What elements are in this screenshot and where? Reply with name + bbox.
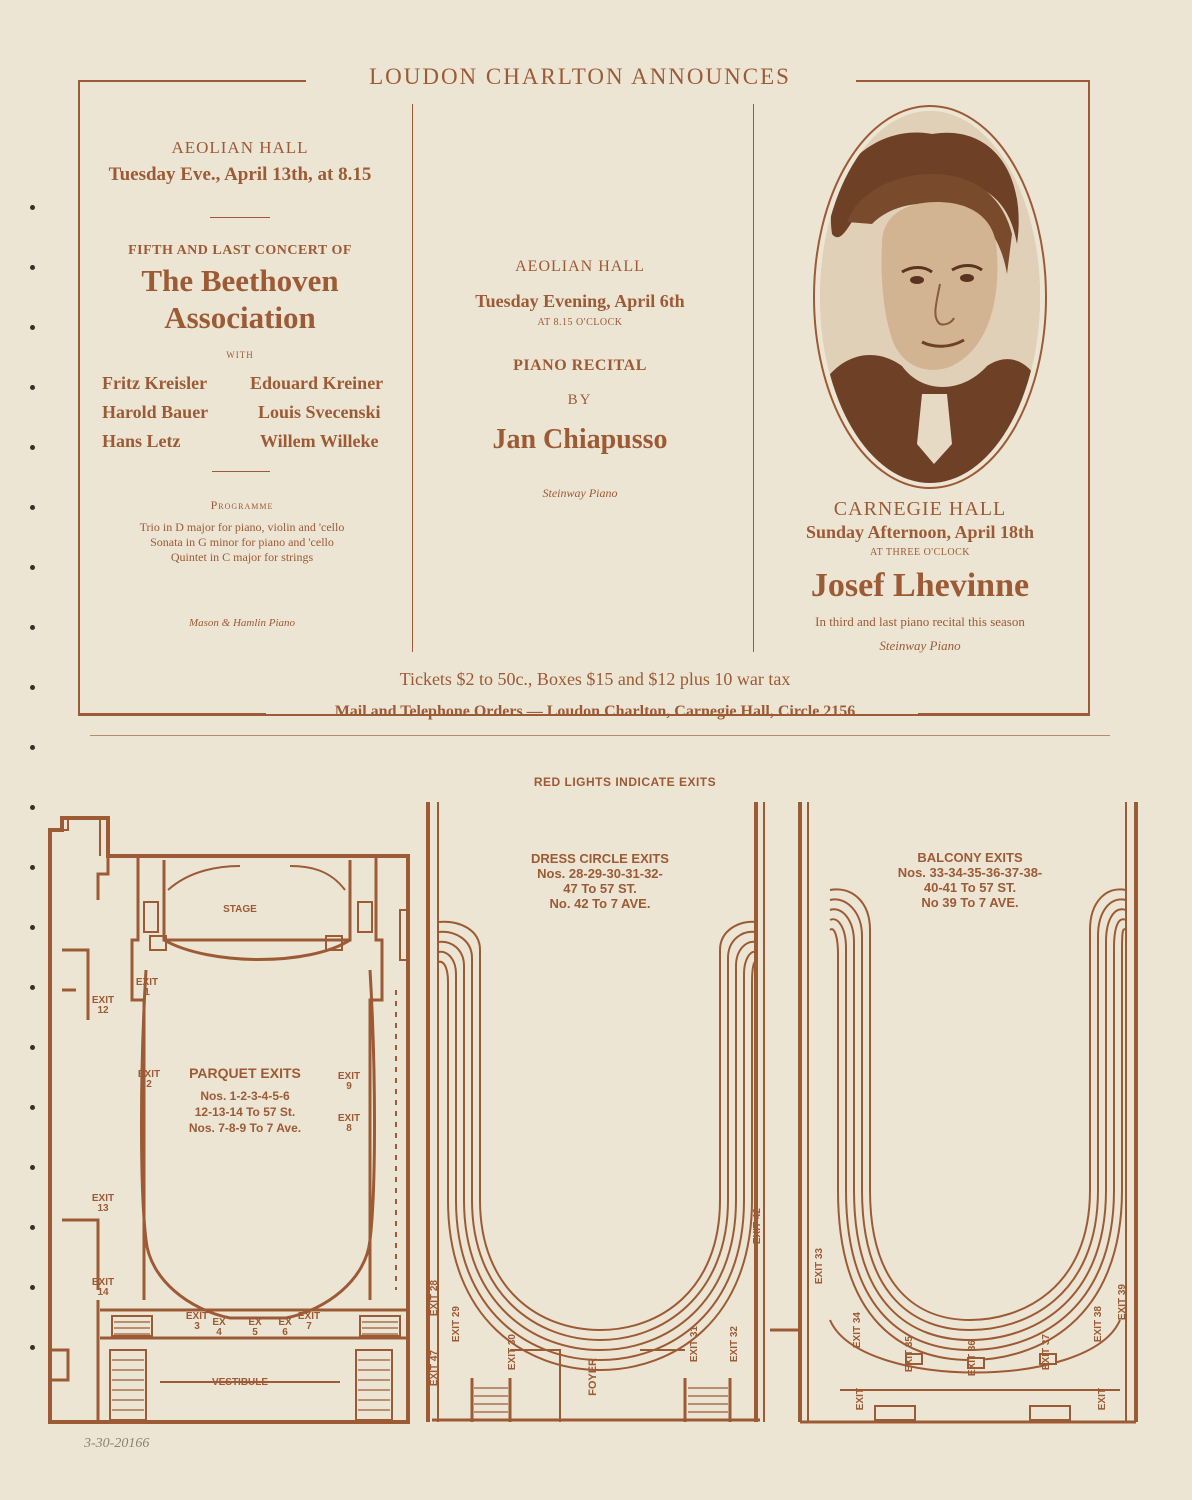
exits-heading: RED LIGHTS INDICATE EXITS xyxy=(533,775,717,789)
exit-38-label: EXIT 38 xyxy=(1093,1306,1104,1343)
left-rule-2 xyxy=(212,471,270,472)
exit-36-label: EXIT 36 xyxy=(967,1340,978,1377)
center-event: PIANO RECITAL xyxy=(513,357,647,374)
programme-label: Programme xyxy=(210,498,274,512)
exit-balcony-left-label: EXIT xyxy=(855,1388,866,1411)
header-rule-right xyxy=(856,80,1090,82)
center-time: AT 8.15 O'CLOCK xyxy=(537,317,623,328)
exit-13-label: EXIT 13 xyxy=(91,1193,115,1214)
exit-32-label: EXIT 32 xyxy=(729,1326,740,1363)
right-note: In third and last piano recital this season xyxy=(815,614,1025,629)
programme-item-3: Quintet in C major for strings xyxy=(170,550,314,564)
exit-12-label: EXIT 12 xyxy=(91,995,115,1016)
exit-1-label: EXIT 1 xyxy=(135,977,159,998)
left-venue: AEOLIAN HALL xyxy=(171,138,309,157)
orders-rule-right xyxy=(918,713,1090,715)
performer-2: Edouard Kreiner xyxy=(250,373,384,393)
left-rule-1 xyxy=(210,217,270,218)
exit-3-label: EXIT 3 xyxy=(185,1311,209,1332)
left-ensemble-line2: Association xyxy=(164,300,316,335)
exit-4-label: EX 4 xyxy=(212,1317,226,1338)
performer-3: Harold Bauer xyxy=(102,402,209,422)
performer-4: Louis Svecenski xyxy=(258,402,381,422)
left-with-label: WITH xyxy=(226,350,254,360)
exit-37-label: EXIT 37 xyxy=(1041,1334,1052,1371)
exit-9-label: EXIT 9 xyxy=(337,1071,361,1092)
vestibule-label: VESTIBULE xyxy=(211,1377,269,1388)
performer-5: Hans Letz xyxy=(102,431,181,451)
orders-line: Mail and Telephone Orders — Loudon Charlton, Carnegie Hall, Circle 2156 xyxy=(334,703,856,720)
dress-circle-line1: Nos. 28-29-30-31-32- xyxy=(537,866,663,881)
column-divider-right xyxy=(753,104,754,652)
parquet-title: PARQUET EXITS xyxy=(189,1065,301,1081)
exit-6-label: EX 6 xyxy=(278,1317,292,1338)
right-datetime: Sunday Afternoon, April 18th xyxy=(805,522,1035,542)
exit-39-label: EXIT 39 xyxy=(1117,1284,1128,1321)
header-title: LOUDON CHARLTON ANNOUNCES xyxy=(369,64,791,89)
programme-item-2: Sonata in G minor for piano and 'cello xyxy=(150,535,334,549)
right-piano: Steinway Piano xyxy=(879,638,961,653)
balcony-title: BALCONY EXITS xyxy=(917,850,1023,865)
right-time: AT THREE O'CLOCK xyxy=(870,547,970,558)
programme-item-1: Trio in D major for piano, violin and 'cello xyxy=(139,520,345,534)
exit-28-label: EXIT 28 xyxy=(429,1280,440,1317)
balcony-line3: No 39 To 7 AVE. xyxy=(921,895,1019,910)
exit-31-label: EXIT 31 xyxy=(689,1326,700,1363)
orders-rule-left xyxy=(78,713,266,715)
exit-34-label: EXIT 34 xyxy=(852,1312,863,1349)
exit-35-label: EXIT 35 xyxy=(904,1336,915,1373)
exit-2-label: EXIT 2 xyxy=(137,1069,161,1090)
left-piano: Mason & Hamlin Piano xyxy=(188,617,296,629)
dress-circle-line2: 47 To 57 ST. xyxy=(563,881,637,896)
center-piano: Steinway Piano xyxy=(542,486,618,500)
center-artist: Jan Chiapusso xyxy=(492,424,668,455)
exit-balcony-right-label: EXIT xyxy=(1097,1388,1108,1411)
portrait-image xyxy=(812,104,1048,490)
center-by: BY xyxy=(567,392,593,408)
parquet-line2: 12-13-14 To 57 St. xyxy=(194,1105,296,1119)
parquet-line3: Nos. 7-8-9 To 7 Ave. xyxy=(188,1121,302,1135)
tickets-line: Tickets $2 to 50c., Boxes $15 and $12 plus 10 war tax xyxy=(399,669,791,689)
performer-6: Willem Willeke xyxy=(260,431,379,451)
stage-label: STAGE xyxy=(223,904,257,915)
balcony-line1: Nos. 33-34-35-36-37-38- xyxy=(897,865,1043,880)
parquet-line1: Nos. 1-2-3-4-5-6 xyxy=(200,1089,290,1103)
performer-1: Fritz Kreisler xyxy=(102,373,208,393)
exit-42-label: EXIT 42 xyxy=(752,1208,763,1245)
dress-circle-title: DRESS CIRCLE EXITS xyxy=(531,851,669,866)
right-artist: Josef Lhevinne xyxy=(810,567,1030,604)
right-venue: CARNEGIE HALL xyxy=(833,498,1007,520)
exit-8-label: EXIT 8 xyxy=(337,1113,361,1134)
section-divider xyxy=(90,735,1110,736)
balcony-line2: 40-41 To 57 ST. xyxy=(923,880,1017,895)
exit-47-label: EXIT 47 xyxy=(429,1350,440,1387)
exit-29-label: EXIT 29 xyxy=(451,1306,462,1343)
exit-14-label: EXIT 14 xyxy=(91,1277,115,1298)
left-datetime: Tuesday Eve., April 13th, at 8.15 xyxy=(108,164,372,185)
exit-33-label: EXIT 33 xyxy=(814,1248,825,1285)
exit-30-label: EXIT 30 xyxy=(507,1334,518,1371)
header-rule-left xyxy=(78,80,306,82)
center-datetime: Tuesday Evening, April 6th xyxy=(475,291,685,311)
exit-5-label: EX 5 xyxy=(248,1317,262,1338)
center-venue: AEOLIAN HALL xyxy=(515,258,645,275)
left-concert-intro: FIFTH AND LAST CONCERT OF xyxy=(128,243,352,258)
column-divider-left xyxy=(412,104,413,652)
foyer-label: FOYER xyxy=(587,1358,599,1396)
archive-note: 3-30-20166 xyxy=(84,1436,150,1451)
left-ensemble-line1: The Beethoven xyxy=(141,263,339,298)
dress-circle-line3: No. 42 To 7 AVE. xyxy=(549,896,651,911)
exit-7-label: EXIT 7 xyxy=(297,1311,321,1332)
